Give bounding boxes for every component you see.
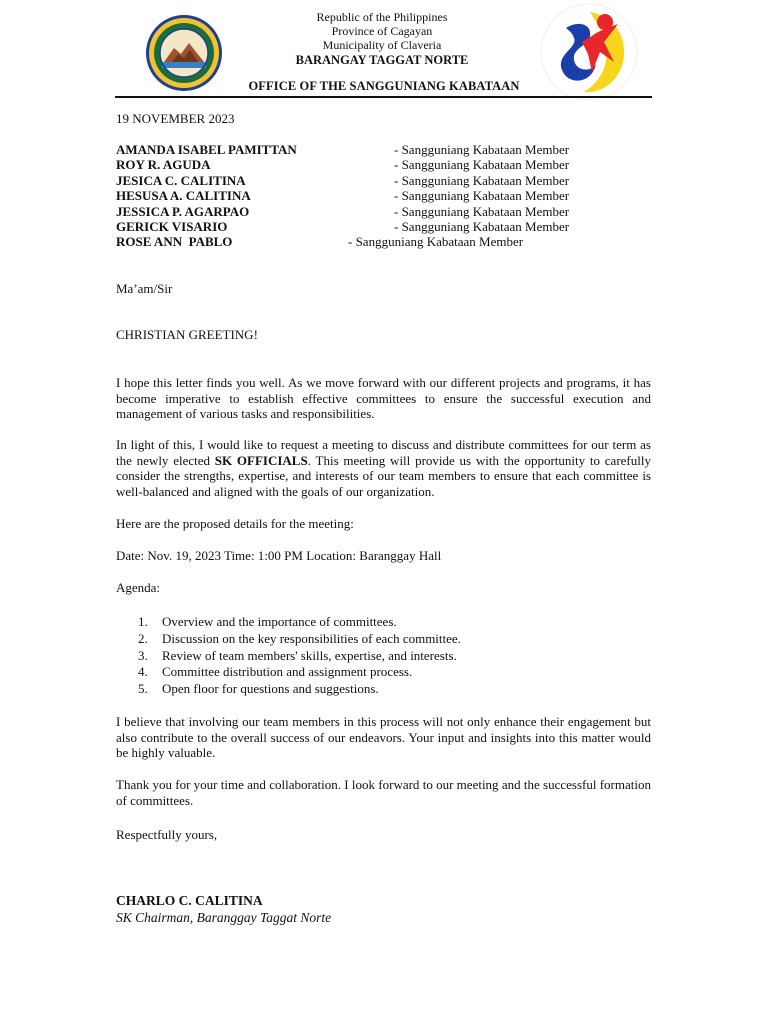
body-paragraph-involvement: I believe that involving our team members in this process will not only enhance their engagement but also contribute to the overall success of our endeavors. Your input and insights into this matter would be highly valuable. [116,714,651,760]
signer-title: SK Chairman, Baranggay Taggat Norte [116,910,332,925]
agenda-item [116,648,651,665]
agenda-item-number: 1. [138,614,148,629]
recipient-list [116,142,656,250]
recipient-name: AMANDA ISABEL PAMITTAN [116,142,297,157]
recipient-row [116,234,656,249]
recipient-row [116,219,656,234]
agenda-item [116,664,651,681]
letterhead-country: Republic of the Philippines [316,10,448,24]
recipient-role: - Sangguniang Kabataan Member [394,218,570,234]
salutation: Ma’am/Sir [116,281,173,296]
recipient-row [116,157,656,172]
signer-name: CHARLO C. CALITINA [116,893,263,908]
agenda-item [116,614,651,631]
header-divider [115,96,652,98]
agenda-item-number: 4. [138,664,148,680]
body-paragraph-intro: I hope this letter finds you well. As we move forward with our different projects and programs, it has become imperative to establish effective committees to ensure the successful execution and management of various tasks and responsibilities. [116,375,651,421]
recipient-name: JESSICA P. AGARPAO [116,203,250,219]
recipient-row [116,204,656,219]
office-title: OFFICE OF THE SANGGUNIANG KABATAAN [248,79,520,93]
recipient-role: - Sangguniang Kabataan Member [394,157,570,173]
recipient-role: - Sangguniang Kabataan Member [394,172,570,188]
body-paragraph-thanks: Thank you for your time and collaboration. I look forward to our meeting and the successful formation of committees. [116,777,651,808]
letterhead-municipality: Municipality of Claveria [322,38,442,53]
recipient-role: - Sangguniang Kabataan Member [394,142,570,157]
meeting-details: Date: Nov. 19, 2023 Time: 1:00 PM Location: Baranggay Hall [116,548,442,563]
agenda-list [116,614,651,698]
letterhead-province: Province of Cagayan [331,24,433,39]
body-paragraph-details-intro: Here are the proposed details for the meeting: [116,516,354,531]
agenda-heading: Agenda: [116,580,161,595]
body-paragraph-request [116,437,651,499]
agenda-item-number: 2. [138,630,148,646]
recipient-row [116,173,656,188]
recipient-name: HESUSA A. CALITINA [116,188,251,204]
agenda-item-number: 5. [138,681,148,697]
request-text-end: . This meeting will provide us with the opportunity to carefully consider the strengths, expertise, and interests of our team members to ensure that each committee is well-balanced and aligned with the goals of our organization. [116,452,651,499]
closing: Respectfully yours, [116,827,218,842]
request-text-emphasis: SK OFFICIALS [214,452,308,468]
agenda-item-text: Committee distribution and assignment process. [162,664,413,680]
agenda-item [116,631,651,648]
recipient-role: - Sangguniang Kabataan Member [348,234,524,250]
recipient-row [116,188,656,203]
recipient-name: GERICK VISARIO [116,218,228,234]
recipient-role: - Sangguniang Kabataan Member [394,188,570,204]
agenda-item-text: Discussion on the key responsibilities of each committee. [162,630,461,646]
recipient-name: JESICA C. CALITINA [116,172,246,188]
request-text-start: In light of this, I would like to request a meeting to discuss and distribute committees for our term as the newly elected [116,437,651,468]
recipient-row [116,142,656,157]
letter-date: 19 NOVEMBER 2023 [116,111,235,126]
recipient-name: ROSE ANN PABLO [116,234,233,250]
greeting: CHRISTIAN GREETING! [116,327,258,342]
recipient-role: - Sangguniang Kabataan Member [394,203,570,219]
agenda-item [116,681,651,698]
recipient-name: ROY R. AGUDA [116,157,211,173]
agenda-item-number: 3. [138,647,148,663]
letterhead-barangay: BARANGAY TAGGAT NORTE [295,52,469,67]
agenda-item-text: Review of team members' skills, expertise, and interests. [162,647,457,663]
agenda-item-text: Overview and the importance of committees. [162,614,397,629]
agenda-item-text: Open floor for questions and suggestions. [162,681,379,697]
letterhead [228,10,536,67]
